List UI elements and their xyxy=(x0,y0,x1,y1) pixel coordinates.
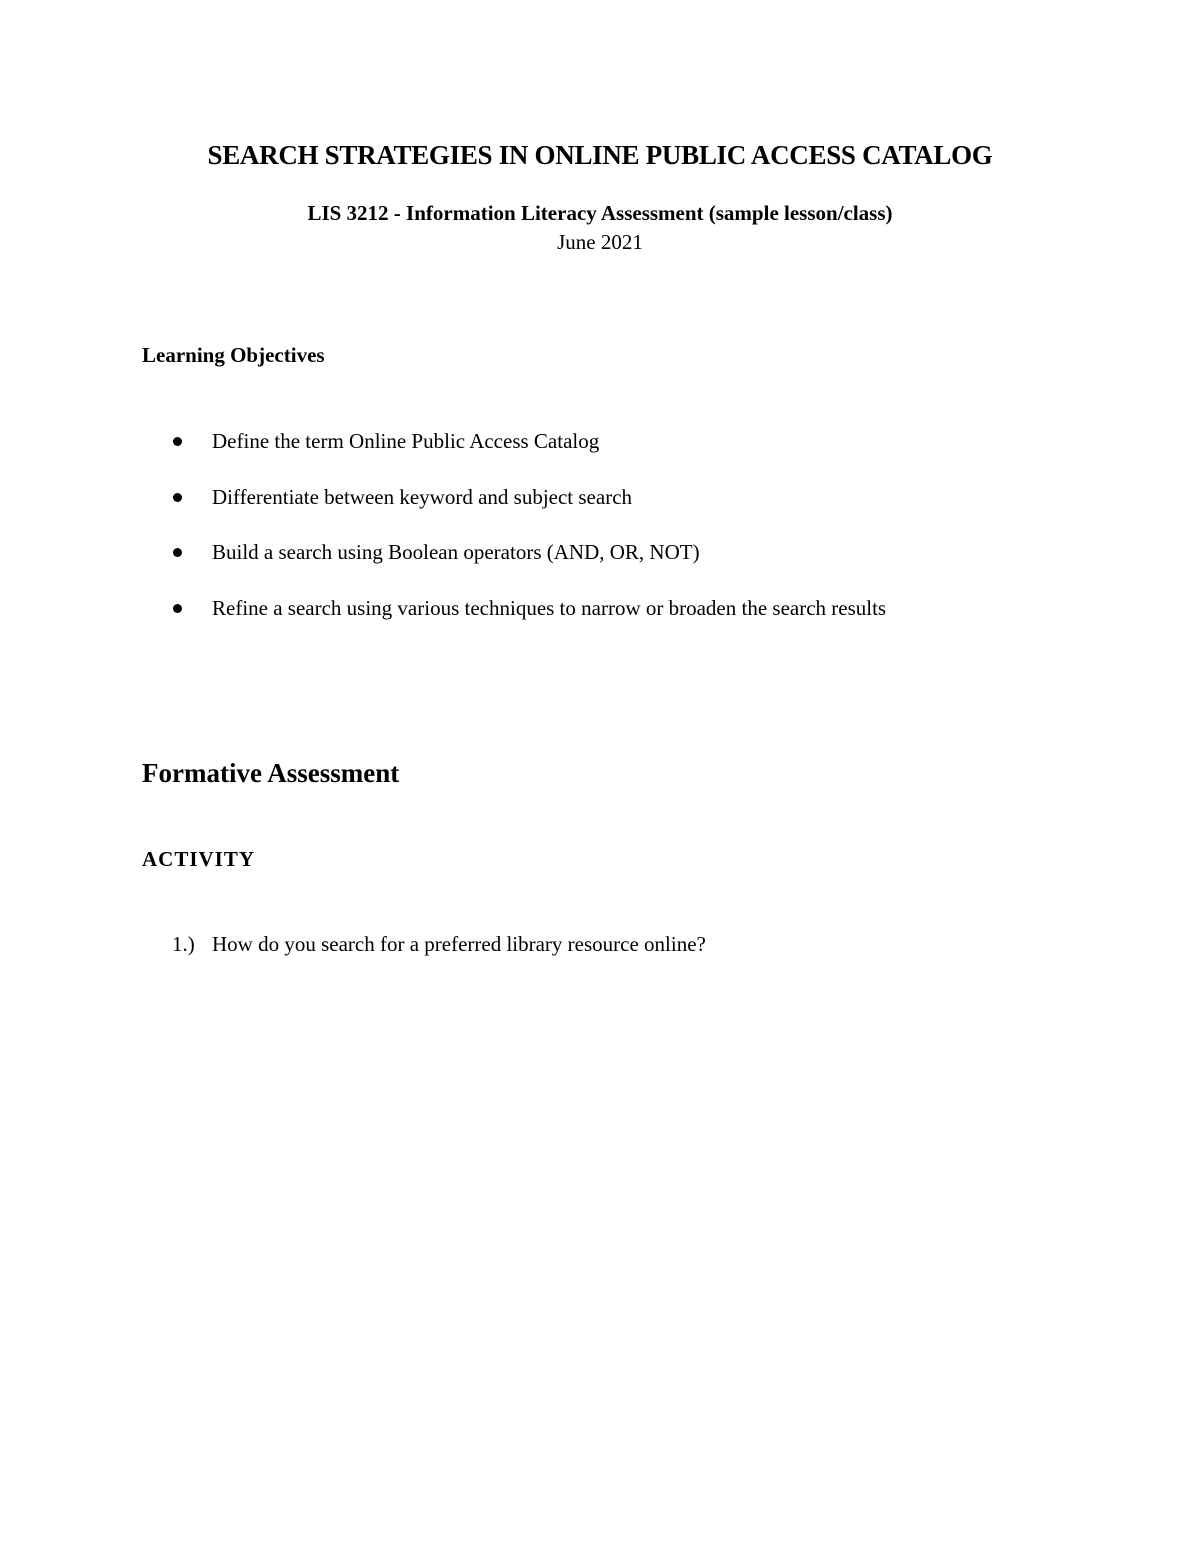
bullet-icon xyxy=(173,437,182,446)
formative-assessment-heading: Formative Assessment xyxy=(142,758,400,788)
learning-objectives-heading: Learning Objectives xyxy=(142,343,325,367)
bullet-icon xyxy=(173,493,182,502)
bullet-icon xyxy=(173,604,182,613)
objective-text: Refine a search using various techniques to narrow or broaden the search results xyxy=(212,595,887,620)
question-text: How do you search for a preferred library resource online? xyxy=(212,932,706,956)
document-date: June 2021 xyxy=(557,230,643,254)
bullet-icon xyxy=(173,548,182,557)
document-title: SEARCH STRATEGIES IN ONLINE PUBLIC ACCESS CATALOG xyxy=(207,140,993,170)
activity-heading: ACTIVITY xyxy=(142,847,256,871)
list-item xyxy=(172,539,886,595)
list-item xyxy=(172,484,886,540)
course-subtitle: LIS 3212 - Information Literacy Assessment (sample lesson/class) xyxy=(307,201,893,225)
activity-questions-list xyxy=(172,931,706,957)
list-item xyxy=(172,428,886,484)
list-item xyxy=(172,595,886,651)
learning-objectives-list xyxy=(172,428,886,650)
question-number: 1.) xyxy=(172,932,195,956)
question-item xyxy=(172,931,706,957)
objective-text: Build a search using Boolean operators (AND, OR, NOT) xyxy=(212,540,700,564)
objective-text: Define the term Online Public Access Catalog xyxy=(212,429,600,453)
objective-text: Differentiate between keyword and subject search xyxy=(212,484,633,509)
